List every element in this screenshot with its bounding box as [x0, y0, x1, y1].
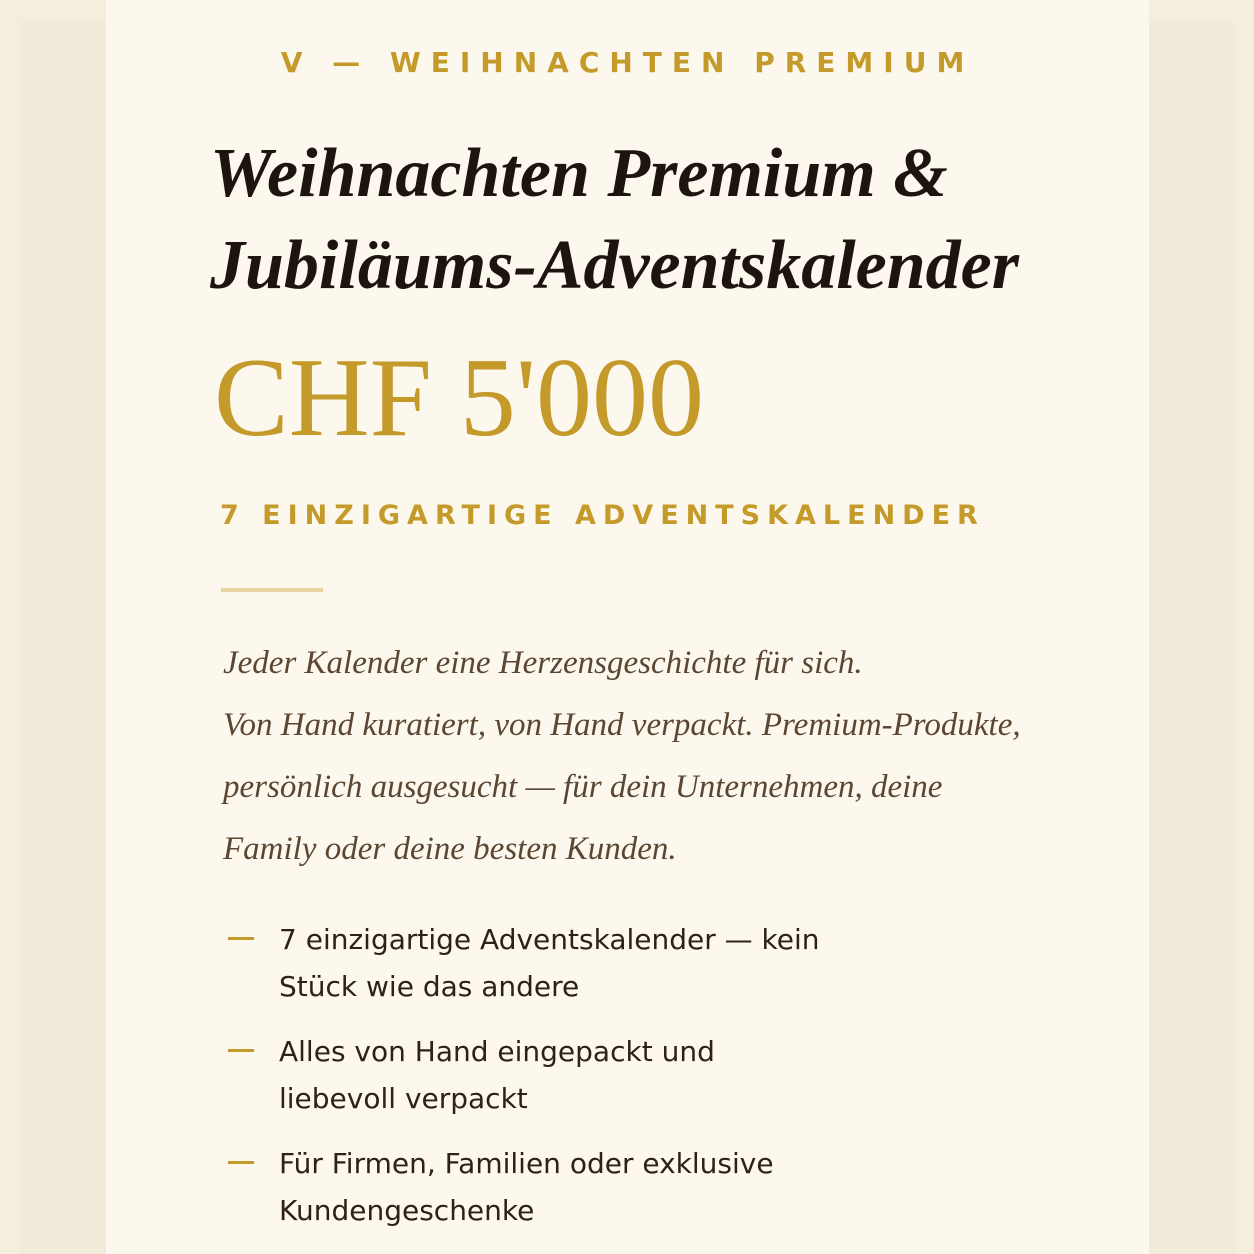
feature-text-line: 7 einzigartige Adventskalender — kein — [279, 923, 820, 956]
offer-price: CHF 5'000 — [214, 336, 705, 460]
offer-title — [210, 128, 1140, 312]
offer-title-line: Weihnachten Premium & — [210, 135, 948, 212]
gold-divider — [221, 588, 323, 592]
section-eyebrow: V — WEIHNACHTEN PREMIUM — [280, 46, 975, 79]
offer-card — [106, 0, 1149, 1254]
intro-line: Family oder deine besten Kunden. — [223, 831, 677, 867]
right-margin-panel — [1149, 20, 1235, 1254]
feature-text-line: Kundengeschenke — [279, 1194, 535, 1227]
feature-item — [228, 1140, 1028, 1234]
intro-line: Jeder Kalender eine Herzensgeschichte für sich. — [223, 645, 863, 681]
dash-bullet-icon — [228, 1161, 254, 1164]
intro-line: Von Hand kuratiert, von Hand verpackt. Premium-Produkte, — [223, 707, 1021, 743]
feature-text-line: liebevoll verpackt — [279, 1082, 528, 1115]
feature-item — [228, 1028, 1028, 1122]
feature-text-line: Für Firmen, Familien oder exklusive — [279, 1147, 774, 1180]
feature-list — [228, 916, 1028, 1252]
feature-text-line: Stück wie das andere — [279, 970, 580, 1003]
feature-text-line: Alles von Hand eingepackt und — [279, 1035, 715, 1068]
dash-bullet-icon — [228, 1049, 254, 1052]
left-margin-panel — [20, 20, 106, 1254]
offer-subtitle: 7 EINZIGARTIGE ADVENTSKALENDER — [220, 500, 985, 531]
intro-text — [223, 632, 1123, 880]
offer-title-line: Jubiläums-Adventskalender — [210, 227, 1019, 304]
feature-item — [228, 916, 1028, 1010]
dash-bullet-icon — [228, 937, 254, 940]
intro-line: persönlich ausgesucht — für dein Unternehmen, deine — [223, 769, 943, 805]
